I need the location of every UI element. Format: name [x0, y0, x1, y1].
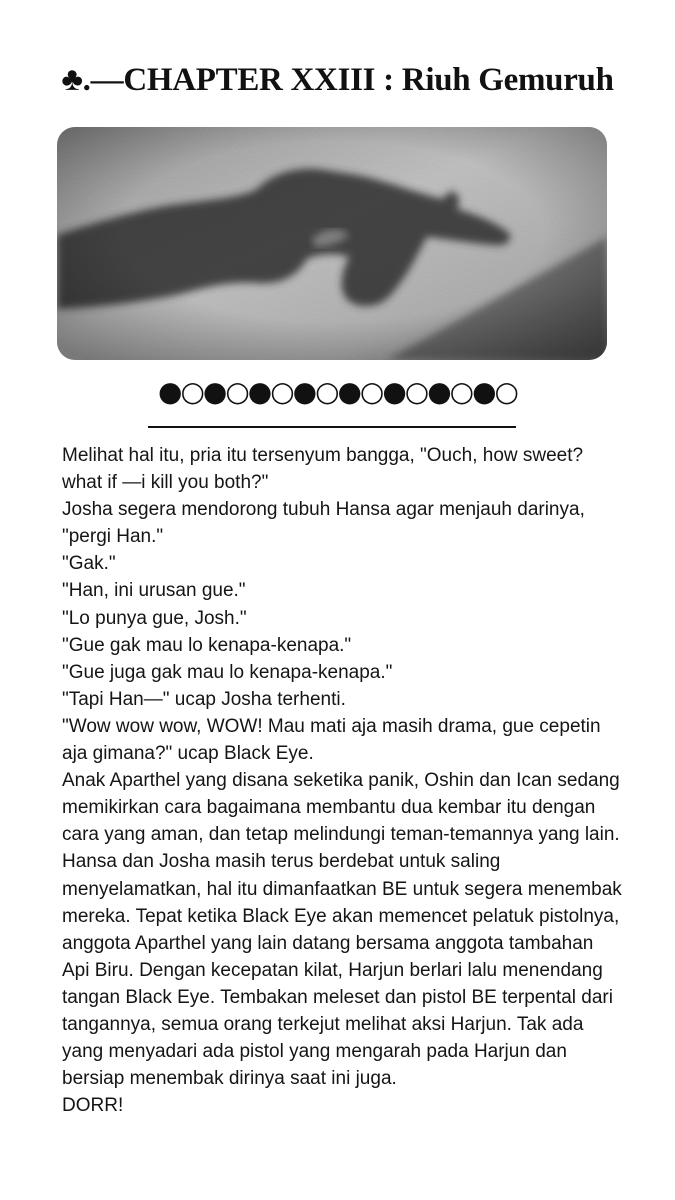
story-text: [62, 442, 622, 1119]
paragraph: Anak Aparthel yang disana seketika panik, Oshin dan Ican sedang memikirkan cara bagaimana membantu dua kembar itu dengan cara yang aman, dan tetap melindungi teman-temannya yang lain. Hansa dan Josha masih terus berdebat untuk saling menyelamatkan, hal itu dimanfaatkan BE untuk segera menembak mereka. Tepat ketika Black Eye akan memencet pelatuk pistolnya, anggota Aparthel yang lain datang bersama anggota tambahan Api Biru. Dengan kecepatan kilat, Harjun berlari lalu menendang tangan Black Eye. Tembakan meleset dan pistol BE terpental dari tangannya, semua orang terkejut melihat aksi Harjun. Tak ada yang menyadari ada pistol yang mengarah pada Harjun dan bersiap menembak dirinya saat ini juga.: [62, 770, 622, 1090]
paragraph: "Wow wow wow, WOW! Mau mati aja masih drama, gue cepetin aja gimana?" ucap Black Eye.: [62, 715, 601, 765]
paragraph: "Lo punya gue, Josh.": [62, 607, 247, 629]
gun-shadow-illustration: [57, 127, 607, 360]
dot-separator: ●○●○●○●○●○●○●○●○: [158, 375, 517, 408]
paragraph: "Gue juga gak mau lo kenapa-kenapa.": [62, 661, 393, 683]
paragraph: "Gak.": [62, 553, 116, 575]
paragraph: "Han, ini urusan gue.": [62, 580, 246, 602]
horizontal-rule: [148, 426, 516, 428]
paragraph: Josha segera mendorong tubuh Hansa agar menjauh darinya, "pergi Han.": [62, 499, 585, 548]
paragraph: Melihat hal itu, pria itu tersenyum bangga, "Ouch, how sweet? what if —i kill you both?": [62, 445, 584, 494]
chapter-title: ♣.—CHAPTER XXIII : Riuh Gemuruh: [61, 62, 614, 98]
paragraph: "Tapi Han—" ucap Josha terhenti.: [62, 688, 346, 710]
paragraph: DORR!: [62, 1095, 124, 1117]
paragraph: "Gue gak mau lo kenapa-kenapa.": [62, 634, 352, 656]
gun-shadow-icon: [57, 127, 607, 360]
